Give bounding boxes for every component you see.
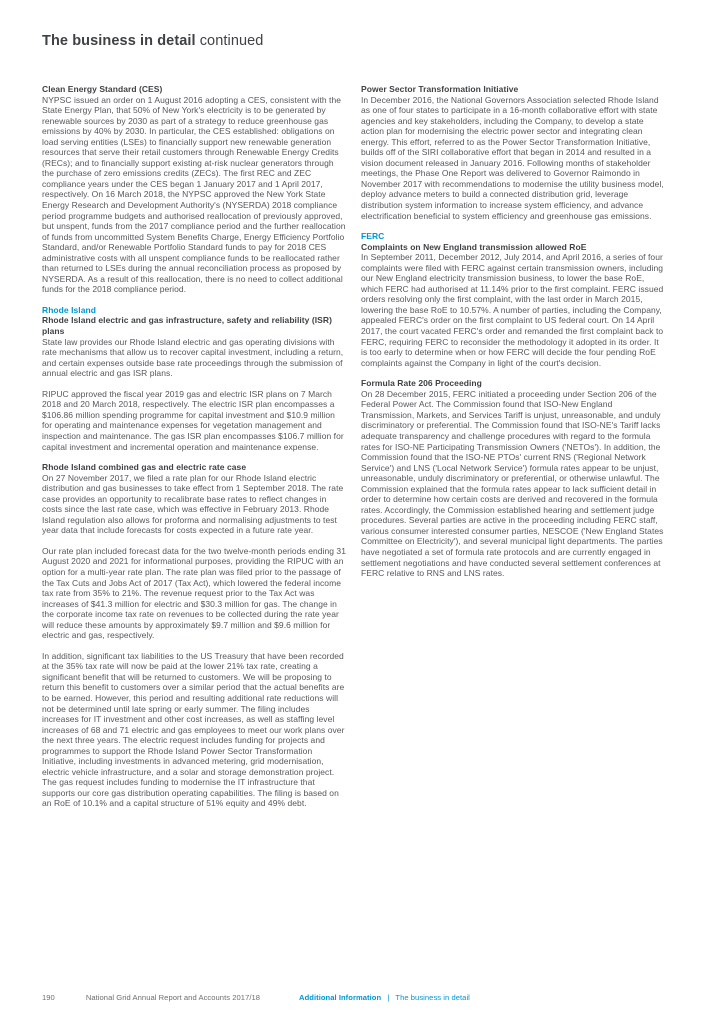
paragraph-isr-approval: RIPUC approved the fiscal year 2019 gas and electric ISR plans on 7 March 2018 and 20 March 2018, respectively. The electric ISR plan encompasses a $106.86 million spending programme for capital investment and $10.9 million for operating and maintenance expenses for vegetation management and inspection and maintenance. The gas ISR plan encompasses $106.7 million for capital investment and incremental operation and maintenance expense.	[42, 388, 344, 452]
right-column	[361, 84, 666, 819]
heading-roe-complaints: Complaints on New England transmission allowed RoE	[361, 241, 587, 252]
content-columns	[42, 84, 666, 819]
footer-separator: |	[387, 993, 390, 1002]
paragraph-roe-complaints: In September 2011, December 2012, July 2014, and April 2016, a series of four complaints were filed with FERC against certain transmission owners, including our New England electricity transmission business, to lower the base RoE, which FERC had authorised at 11.14% prior to the first complaint. FERC issued orders resolving only the first complaint, with the last order in March 2015, lowering the base RoE to 10.57%. A number of parties, including the Company, appealed FERC's order on the first complaint to US federal court. On 14 April 2017, the court vacated FERC's order and remanded the first complaint back to FERC, requiring FERC to reconsider the methodology it adopted in its order. It is too early to determine when or how FERC will decide the four pending RoE complaints against the Company in light of the court's decision.	[361, 252, 664, 368]
heading-rate-case: Rhode Island combined gas and electric rate case	[42, 462, 247, 473]
heading-ferc: FERC	[361, 231, 385, 242]
footer-section	[299, 993, 470, 1002]
page-title-continued: continued	[199, 33, 264, 49]
page-title	[42, 33, 263, 50]
footer-section-label: Additional Information	[299, 993, 382, 1002]
heading-formula-rate-206: Formula Rate 206 Proceeding	[361, 378, 482, 389]
paragraph-clean-energy-standard: NYPSC issued an order on 1 August 2016 adopting a CES, consistent with the State Energy Plan, that 50% of New York's electricity is to be generated by renewable sources by 2030 as part of a strategy to reduce greenhouse gas emissions by 40% by 2030. In particular, the CES established: obligations on load serving entities (LSEs) to financially support new renewable generation resources that serve their retail customers through Renewable Energy Credits (RECs); and to financially support existing at-risk nuclear generators through the purchase of zero emissions credits (ZECs). The first REC and ZEC compliance years under the CES began 1 January 2017 and 1 April 2017, respectively. On 16 March 2018, the NYPSC approved the New York State Energy Research and Development Authority's (NYSERDA) 2018 compliance period programme budgets and authorised reallocation of previously approved, but unspent, funds from the 2017 compliance period and the further reallocation of funds from uncommitted System Benefits Charge, Energy Efficiency Portfolio Standard, and/or Renewable Portfolio Standard funds to pay for 2018 CES administrative costs with all unspent compliance funds to be reallocated rather than returned to LSEs during the annual reconciliation process as proposed by NYSERDA. As a result of this reallocation, there is no need to collect additional funds for the 2018 compliance period.	[42, 94, 346, 295]
footer-page-label: The business in detail	[395, 993, 470, 1002]
paragraph-rate-case-tax: In addition, significant tax liabilities to the US Treasury that have been recorded at the 35% tax rate will now be paid at the lower 21% tax rate, creating a significant benefit that will be returned to customers. We will be proposing to return this benefit to customers over a similar period that the actual benefits are to be earned. However, this period and resulting additional rate reductions will not be determined until late spring or early summer. The filing includes increases for IT investment and other cost increases, as well as staffing level increases of 68 and 71 electric and gas employees to meet our work plans over the next three years. The electric request includes funding for projects and programmes to support the Rhode Island Power Sector Transformation Initiative, including investments in advanced metering, grid modernisation, electric vehicle infrastructure, and a solar and storage demonstration project. The gas request includes funding to modernise the IT infrastructure that supports our core gas distribution operating capabilities. The filing is based on an RoE of 10.1% and a capital structure of 51% equity and 49% debt.	[42, 650, 345, 809]
heading-isr-plans: Rhode Island electric and gas infrastructure, safety and reliability (ISR) plans	[42, 315, 332, 337]
page-footer	[42, 993, 470, 1002]
paragraph-rate-case-forecast: Our rate plan included forecast data for the two twelve-month periods ending 31 August 2020 and 2021 for informational purposes, providing the RIPUC with an option for a multi-year rate plan. The rate plan was filed prior to the passage of the Tax Cuts and Jobs Act of 2017 (Tax Act), which lowered the federal income tax rate from 35% to 21%. The revenue request prior to the Tax Act was increases of $41.3 million for electric and $30.3 million for gas. The change in the corporate income tax rate on revenues to be collected during the rate year will reduce these amounts by approximately $9.7 million and $9.6 million for electric and gas, respectively.	[42, 545, 346, 641]
page-title-text: The business in detail	[42, 33, 196, 49]
paragraph-isr-intro: State law provides our Rhode Island electric and gas operating divisions with rate mechanisms that allow us to recover capital investment, including a return, and certain expenses outside base rate proceedings through the submission of annual electric and gas ISR plans.	[42, 336, 344, 379]
heading-clean-energy-standard: Clean Energy Standard (CES)	[42, 84, 163, 94]
heading-power-sector-initiative: Power Sector Transformation Initiative	[361, 84, 519, 94]
paragraph-power-sector-initiative: In December 2016, the National Governors Association selected Rhode Island as one of four states to participate in a 16-month collaborative effort with state agencies and key stakeholders, including the Company, to develop a state action plan for modernising the electric power sector and integrating clean energy. This effort, referred to as the Power Sector Transformation Initiative, builds off of the SIRI collaborative effort that began in 2014 and resulted in a vision document released in January 2016. Following months of stakeholder meetings, the Phase One Report was delivered to Governor Raimondo in November 2017 with recommendations to modernise the utility business model, deploy advance meters to build a connected distribution grid, leverage distribution system information to increase system efficiency, and advance electrification beneficial to system efficiency and greenhouse gas emissions.	[361, 94, 664, 221]
paragraph-formula-rate-206: On 28 December 2015, FERC initiated a proceeding under Section 206 of the Federal Power Act. The Commission found that ISO-New England Transmission, Markets, and Services Tariff is unjust, unreasonable, and unduly discriminatory or preferential. The Commission found that ISO-NE's Tariff lacks adequate transparency and challenge procedures with regard to the formula rates for ISO-NE Participating Transmission Owners ('NETOs'). In addition, the Commission found that the ISO-NE PTOs' current RNS ('Regional Network Service') and LNS ('Local Network Service') formula rates appear to be unjust, unreasonable, unduly discriminatory or preferential, or otherwise unlawful. The Commission explained that the formula rates appear to lack sufficient detail in order to determine how certain costs are derived and recovered in the formula rates. Accordingly, the Commission established hearing and settlement judge procedures. Several parties are active in the proceeding including FERC staff, various consumer interested consumer parties, NESCOE ('New England States Committee on Electricity'), and several municipal light departments. The parties have negotiated a set of formula rate protocols and are currently engaged in settlement negotiations and have conducted several settlement conferences at FERC relative to RNS and LNS rates.	[361, 388, 664, 579]
heading-rhode-island: Rhode Island	[42, 304, 96, 315]
report-title: National Grid Annual Report and Accounts 2017/18	[85, 993, 261, 1002]
page-number: 190	[42, 993, 55, 1002]
paragraph-rate-case-filing: On 27 November 2017, we filed a rate plan for our Rhode Island electric distribution and gas businesses to take effect from 1 September 2018. The rate case provides an opportunity to recalibrate base rates to reflect changes in costs since the last rate case, which was effective in February 2013. Rhode Island regulation also allows for proforma and normalising adjustments to test year data that include forecasts for costs expected in a future rate year.	[42, 472, 344, 536]
left-column	[42, 84, 347, 819]
